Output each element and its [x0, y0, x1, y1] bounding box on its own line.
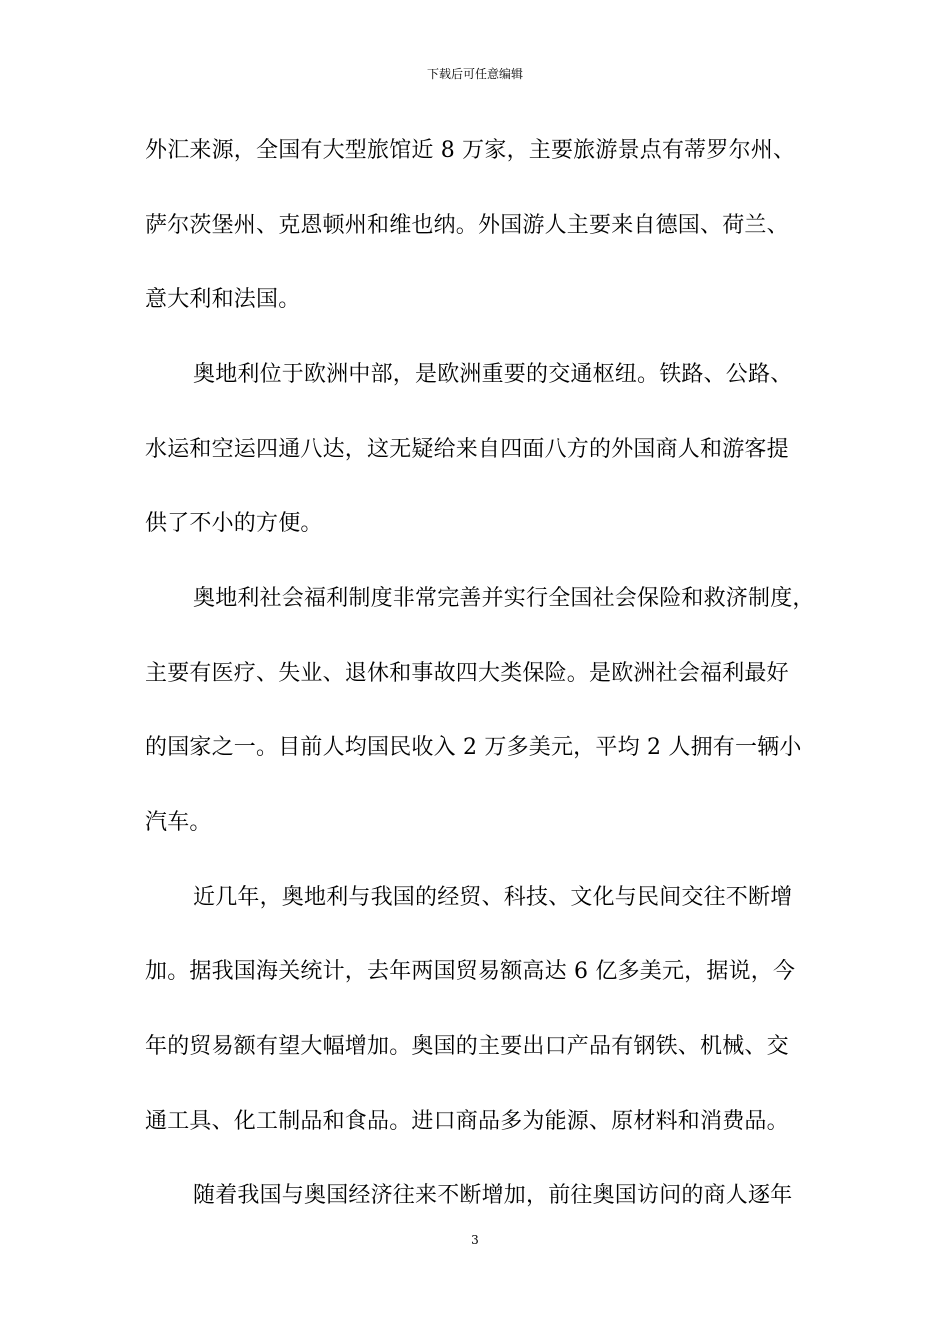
paragraph-first-line: 近几年，奥地利与我国的经贸、科技、文化与民间交往不断增 [193, 885, 793, 910]
paragraph-first-line: 随着我国与奥国经济往来不断增加，前往奥国访问的商人逐年 [193, 1183, 793, 1208]
paragraph-first-line: 奥地利位于欧洲中部，是欧洲重要的交通枢纽。铁路、公路、 [193, 362, 793, 387]
body-line: 萨尔茨堡州、克恩顿州和维也纳。外国游人主要来自德国、荷兰、 [145, 213, 789, 238]
body-line: 外汇来源，全国有大型旅馆近 8 万家，主要旅游景点有蒂罗尔州、 [145, 138, 796, 163]
body-line: 供了不小的方便。 [145, 511, 323, 536]
body-line: 通工具、化工制品和食品。进口商品多为能源、原材料和消费品。 [145, 1109, 789, 1134]
page-number: 3 [471, 1233, 479, 1247]
body-line: 意大利和法国。 [145, 287, 301, 312]
body-line: 主要有医疗、失业、退休和事故四大类保险。是欧洲社会福利最好 [145, 661, 789, 686]
body-line: 加。据我国海关统计，去年两国贸易额高达 6 亿多美元，据说，今 [145, 959, 796, 984]
body-line: 水运和空运四通八达，这无疑给来自四面八方的外国商人和游客提 [145, 437, 789, 462]
body-line: 的国家之一。目前人均国民收入 2 万多美元，平均 2 人拥有一辆小 [145, 735, 802, 760]
paragraph-first-line: 奥地利社会福利制度非常完善并实行全国社会保险和救济制度， [193, 586, 815, 611]
body-line: 年的贸易额有望大幅增加。奥国的主要出口产品有钢铁、机械、交 [145, 1034, 789, 1059]
page-header-note: 下载后可任意编辑 [426, 67, 523, 81]
body-line: 汽车。 [145, 810, 212, 835]
